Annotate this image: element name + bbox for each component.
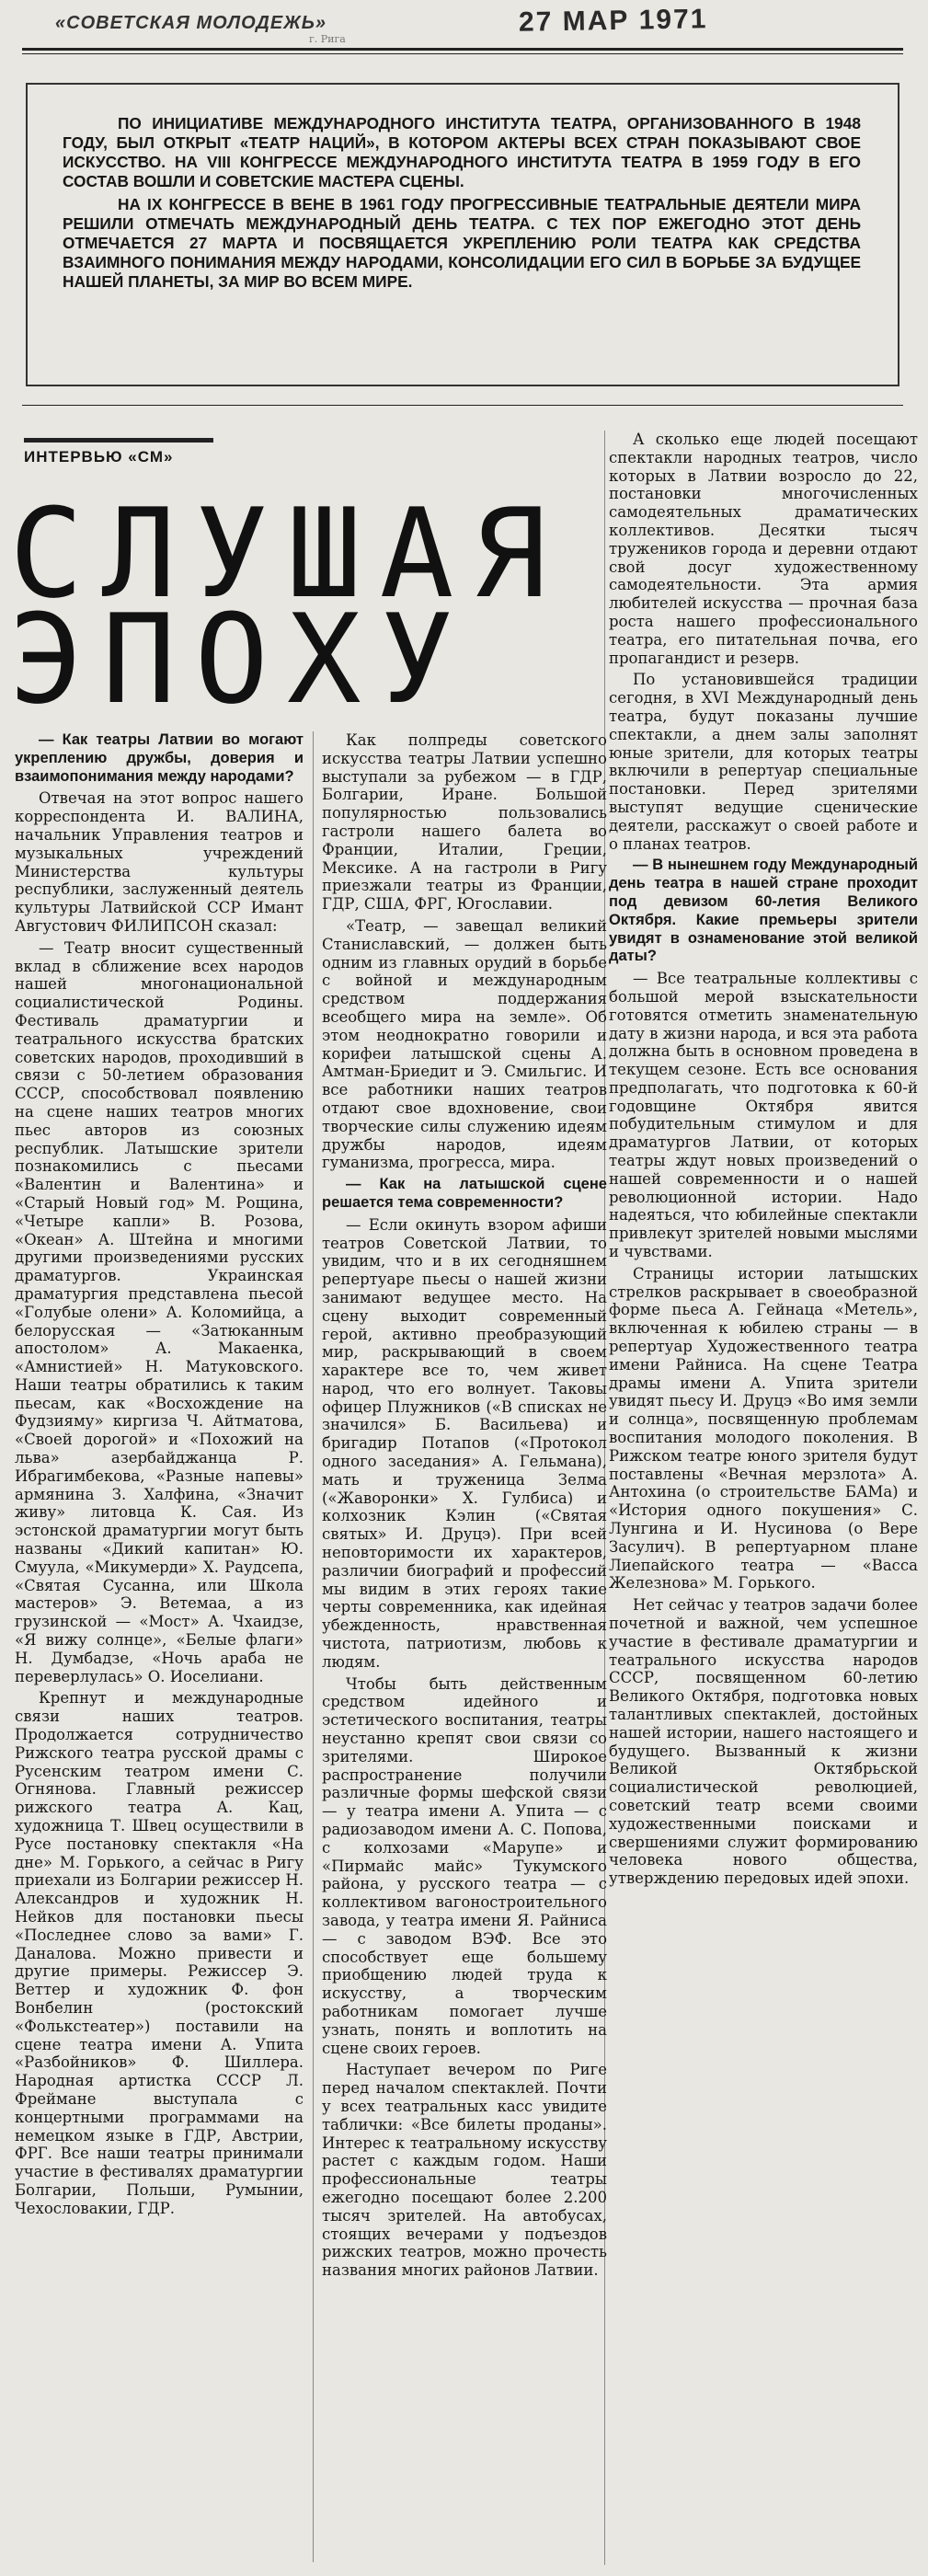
intro-paragraph: ПО ИНИЦИАТИВЕ МЕЖДУНАРОДНОГО ИНСТИТУТА ТЕАТРА, ОРГАНИЗОВАННОГО В 1948 ГОДУ, БЫЛ ОТКРЫТ «ТЕАТР НАЦИЙ», В КОТОРОМ АКТЕРЫ ВСЕХ СТРАН ПОКАЗЫВАЮТ СВОЕ ИСКУССТВО. НА VIII КОНГРЕССЕ МЕЖДУНАРОДНОГО ИНСТИТУТА ТЕАТРА В 1959 ГОДУ В ЕГО СОСТАВ ВОШЛИ И СОВЕТСКИЕ МАСТЕРА СЦЕНЫ.: [63, 114, 861, 190]
article-paragraph: Наступает вечером по Риге перед началом спектаклей. Почти у всех театральных касс увидите таблички: «Все билеты проданы». Интерес к театральному искусству растет с каждым годом. Наши профессиональные театры ежегодно посещают более 2.200 тысяч зрителей. На автобусах, стоящих вечерами у подъездов рижских театров, можно прочесть названия многих районов Латвии.: [322, 2061, 607, 2280]
masthead: [42, 4, 888, 45]
article-paragraph: «Театр, — завещал великий Станиславский, — должен быть одним из главных орудий в борьбе с войной и международным средством поддержания всеобщего мира на земле». Об этом неоднократно говорили и корифеи латышской сцены А. Амтман-Бриедит и Э. Смильгис. И все работники наших театров отдают свое вдохновение, свои творческие силы служению идеям дружбы народов, идеям гуманизма, прогресса, мира.: [322, 916, 607, 1172]
top-rule: [22, 48, 903, 51]
newspaper-name: «СОВЕТСКАЯ МОЛОДЕЖЬ»: [55, 13, 327, 33]
article-paragraph: Страницы истории латышских стрелков раскрывает в своеобразной форме пьеса А. Гейнаца «Метель», включенная к юбилею страны — в репертуар Художественного театра имени Райниса. На сцене Театра драмы имени А. Упита зрители увидят пьесу И. Друцэ «Во имя земли и солнца», посвященную проблемам воспитания молодого поколения. В Рижском театре юного зрителя будут поставлены «Вечная мерзлота» А. Антохина (о строительстве БАМа) и «История одного покушения» С. Лунгина и И. Нусинова (о Вере Засулич). В репертуарном плане Лиепайского театра — «Васса Железнова» М. Горького.: [609, 1264, 918, 1593]
intro-paragraph: НА IX КОНГРЕССЕ В ВЕНЕ В 1961 ГОДУ ПРОГРЕССИВНЫЕ ТЕАТРАЛЬНЫЕ ДЕЯТЕЛИ МИРА РЕШИЛИ ОТМЕЧАТЬ МЕЖДУНАРОДНЫЙ ДЕНЬ ТЕАТРА. С ТЕХ ПОР ЕЖЕГОДНО ЭТОТ ДЕНЬ ОТМЕЧАЕТСЯ 27 МАРТА И ПОСВЯЩАЕТСЯ УКРЕПЛЕНИЮ РОЛИ ТЕАТРА КАК СРЕДСТВА ВЗАИМНОГО ПОНИМАНИЯ МЕЖДУ НАРОДАМИ, КОНСОЛИДАЦИИ ЕГО СИЛ В БОРЬБЕ ЗА БУДУЩЕЕ НАШЕЙ ПЛАНЕТЫ, ЗА МИР ВО ВСЕМ МИРЕ.: [63, 195, 861, 291]
column-divider: [313, 731, 314, 2562]
interview-question: — Как на латышской сцене решается тема современности?: [322, 1176, 607, 1211]
headline-line-1: СЛУШАЯ: [9, 482, 566, 626]
top-rule-thin: [22, 53, 903, 54]
city-label: г. Рига: [309, 33, 346, 45]
rubric-bar: [24, 438, 213, 443]
date-stamp: 27 МАР 1971: [518, 4, 708, 38]
article-paragraph: Крепнут и международные связи наших театров. Продолжается сотрудничество Рижского театра русской драмы с Русенским театром имени С. Огнянова. Главный режиссер рижского театра А. Кац, художница Т. Швец осуществили в Русе постановку спектакля «На дне» М. Горького, а сейчас в Ригу приехали из Болгарии режиссер Н. Александров и художник Н. Нейков для постановки пьесы «Последнее слово за вами» Г. Даналова. Можно привести и другие примеры. Режиссер Э. Веттер и художник Ф. фон Вонбелин (ростокский «Фолькстеатер») поставили на сцене театра имени А. Упита «Разбойников» Ф. Шиллера. Народная артистка СССР Л. Фрейманe выступала с концертными программами на немецком языке в ГДР, Австрии, ФРГ. Все наши театры принимали участие в фестивалях драматургии Болгарии, Польши, Румынии, Чехословакии, ГДР.: [15, 1689, 304, 2217]
article-column-2: [322, 731, 607, 2562]
interview-question: — В нынешнем году Международный день театра в нашей стране проходит под девизом 60-летия Великого Октября. Какие премьеры зрители увидят в ознаменование этой великой даты?: [609, 857, 918, 965]
article-paragraph: Чтобы быть действенным средством идейного и эстетического воспитания, театры неустанно крепят свои связи со зрителями. Широкое распространение получили различные формы шефской связи — у театра имени А. Упита — с радиозаводом имени А. С. Попова, с колхозами «Марупе» и «Пирмайс майс» Тукумского района, у русского театра — с коллективом вагоностроительного завода, у театра имени Я. Райниса — с заводом ВЭФ. Все это способствует еще большему приобщению людей труда к искусству, а творческим работникам помогает лучше узнать, понять и воплотить на сцене своих героев.: [322, 1674, 607, 2057]
article-paragraph: Отвечая на этот вопрос нашего корреспондента И. ВАЛИНА, начальник Управления театров и музыкальных учреждений Министерства культуры республики, заслуженный деятель культуры Латвийской ССР Имант Августович ФИЛИПСОН сказал:: [15, 789, 304, 935]
section-rule: [22, 405, 903, 406]
article-paragraph: Нет сейчас у театров задачи более почетной и важной, чем успешное участие в фестивале драматургии и театрального искусства народов СССР, посвященном 60-летию Великого Октября, подготовка новых талантливых спектаклей, достойных нашей истории, нашего настоящего и будущего. Вызванный к жизни Великой Октябрьской социалистической революцией, советский театр всеми своими художественными поисками и свершениями служит формированию человека нового общества, утверждению передовых идей эпохи.: [609, 1596, 918, 1888]
intro-box: [26, 83, 899, 386]
rubric-label: ИНТЕРВЬЮ «СМ»: [24, 448, 174, 466]
article-column-3: [609, 431, 918, 2565]
headline-line-2: ЭПОХУ: [9, 588, 473, 731]
article-column-1: [15, 731, 304, 2562]
article-paragraph: — Театр вносит существенный вклад в сближение всех народов нашей многонациональной социалистической Родины. Фестиваль драматургии и театрального искусства братских советских народов, проходивший в связи с 50-летием образования СССР, способствовал появлению на сцене наших театров многих пьес авторов из союзных республик. Латышские зрители познакомились с пьесами «Валентин и Валентина» и «Старый Новый год» М. Рощина, «Четыре капли» В. Розова, «Океан» А. Штейна и многими другими произведениями русских драматургов. Украинская драматургия представлена пьесой «Голубые олени» А. Коломийца, а белорусская — «Затюканным апостолом» А. Макаенка, «Амнистией» Н. Матуковского. Наши театры обратились к таким пьесам, как «Восхождение на Фудзияму» киргиза Ч. Айтматова, «Своей дорогой» и «Похожий на льва» азербайджанца Р. Ибрагимбекова, «Разные напевы» армянина З. Халфина, «Значит живу» литовца К. Сая. Из эстонской драматургии могут быть названы «Дикий капитан» Ю. Смуула, «Микумерди» Х. Раудсепа, «Святая Сусанна, или Школа мастеров» Э. Ветемаа, а из грузинской — «Мост» А. Чхаидзе, «Я вижу солнце», «Белые флаги» Н. Думбадзе, «Ночь араба не переверлулась» О. Иоселиани.: [15, 938, 304, 1685]
article-paragraph: — Если окинуть взором афиши театров Советской Латвии, то увидим, что и в их сегодняшнем репертуаре пьесы о нашей жизни занимают ведущее место. На сцену выходит современный герой, активно преобразующий мир, раскрывающий в своем характере все то, чем живет народ, что его волнует. Таковы офицер Плужников («В списках не значился» Б. Васильева) и бригадир Потапов («Протокол одного заседания» А. Гельмана), мать и труженица Зелма («Жаворонки» Х. Гулбиса) и колхозник Кэлин («Святая святых» И. Друцэ). При всей неповторимости их характеров, различии биографий и профессий мы видим в этих героях такие черты современника, как идейная убежденность, нравственная чистота, патриотизм, любовь к людям.: [322, 1215, 607, 1671]
article-paragraph: По установившейся традиции сегодня, в XVI Международный день театра, будут показаны лучшие спектакли, а днем залы заполнят юные зрители, для которых театры включили в репертуар специальные постановки. Перед зрителями выступят ведущие сценические деятели, расскажут о своей работе и о планах театров.: [609, 671, 918, 853]
article-paragraph: Как полпреды советского искусства театры Латвии успешно выступали за рубежом — в ГДР, Болгарии, Иране. Большой популярностью пользовались гастроли нашего балета во Франции, Италии, Греции, Мексике. А на гастроли в Ригу приезжали театры из Франции, ГДР, США, ФРГ, Югославии.: [322, 731, 607, 914]
interview-question: — Как театры Латвии во могают укреплению дружбы, доверия и взаимопонимания между народами?: [15, 731, 304, 785]
article-paragraph: А сколько еще людей посещают спектакли народных театров, число которых в Латвии возросло до 22, постановки многочисленных самодеятельных драматических коллективов. Десятки тысяч тружеников города и деревни отдают свой досуг художественному самодеятельности. Эта армия любителей искусства — прочная база роста нашего профессионального театра, его питательная почва, его пропагандист и резерв.: [609, 431, 918, 667]
article-paragraph: — Все театральные коллективы с большой мерой взыскательности готовятся отметить знаменательную дату в жизни народа, и вся эта работа должна быть в основном проведена в текущем сезоне. Есть все основания предполагать, что подготовка к 60-й годовщине Октября явится побудительным стимулом и для драматургов Латвии, от которых театры ждут новых произведений о нашей современности и о нашей революционной истории. Надо надеяться, что юбилейные спектакли привлекут зрителей новыми мыслями и чувствами.: [609, 970, 918, 1261]
